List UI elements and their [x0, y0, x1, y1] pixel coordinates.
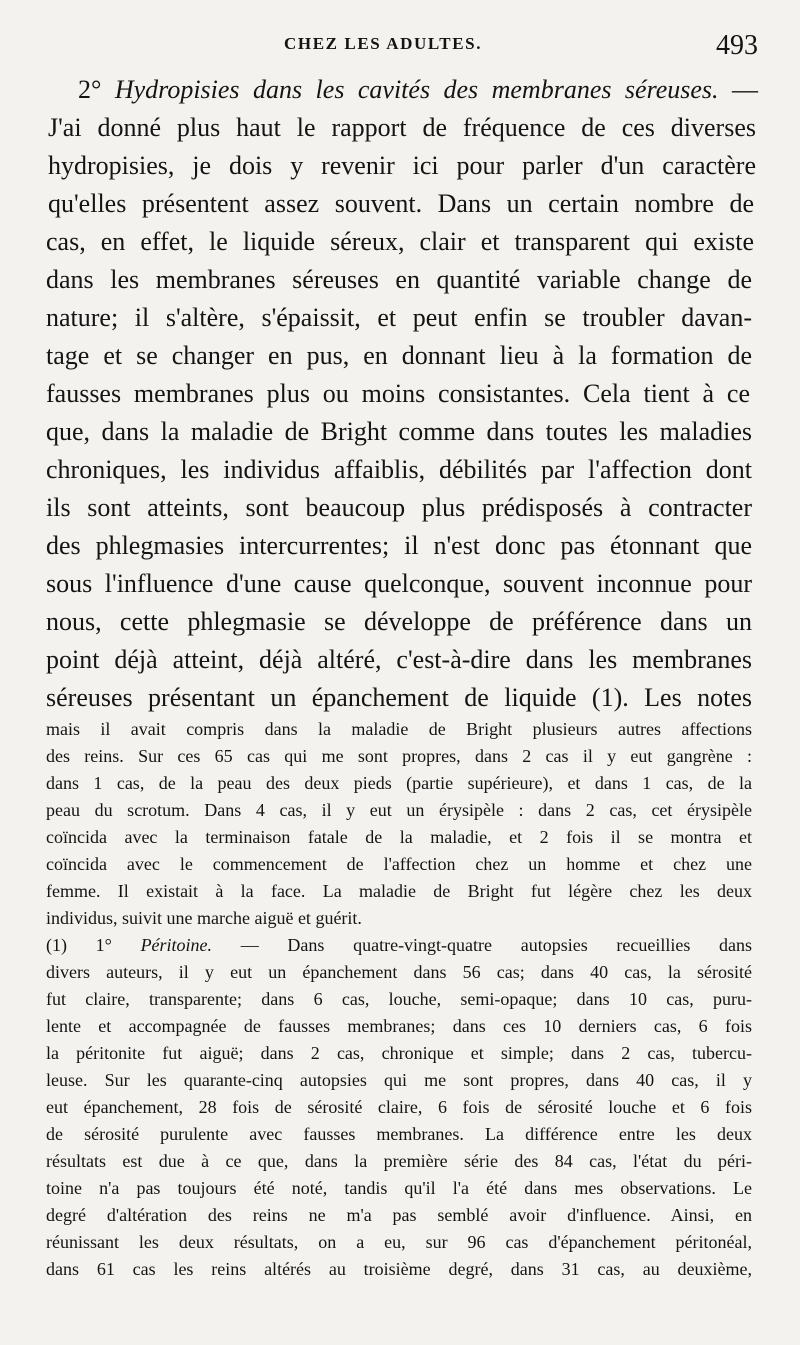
footnote-line: la péritonite fut aiguë; dans 2 cas, chronique et simple; dans 2 cas, tubercu-: [46, 1043, 752, 1063]
text-line: fausses membranes plus ou moins consistantes. Cela tient à ce: [46, 379, 750, 408]
text-line: chroniques, les individus affaiblis, débilités par l'affection dont: [46, 455, 752, 484]
footnote-line: dans 61 cas les reins altérés au troisième degré, dans 31 cas, au deuxième,: [46, 1259, 752, 1279]
text-line: tage et se changer en pus, en donnant lieu à la formation de: [46, 341, 752, 370]
page-number: 493: [716, 30, 758, 61]
footnote-line: peau du scrotum. Dans 4 cas, il y eut un érysipèle : dans 2 cas, cet érysipèle: [46, 800, 752, 820]
text-line: sous l'influence d'une cause quelconque, souvent inconnue pour: [46, 569, 752, 598]
text-line: [78, 70, 758, 110]
heading-dash: —: [732, 75, 759, 104]
page-header: [0, 30, 800, 68]
text-line: nature; il s'altère, s'épaissit, et peut enfin se troubler davan-: [46, 303, 752, 332]
footnote-line: lente et accompagnée de fausses membranes; dans ces 10 derniers cas, 6 fois: [46, 1016, 752, 1036]
text-line: cas, en effet, le liquide séreux, clair et transparent qui existe: [46, 227, 754, 256]
footnote-heading: Péritoine.: [140, 935, 213, 955]
footnote-marker: (1) 1°: [46, 935, 112, 955]
footnote-line: divers auteurs, il y eut un épanchement dans 56 cas; dans 40 cas, la sérosité: [46, 962, 752, 982]
footnote-line: toine n'a pas toujours été noté, tandis qu'il l'a été dans mes observations. Le: [46, 1178, 752, 1198]
footnote-line: de sérosité purulente avec fausses membranes. La différence entre les deux: [46, 1124, 752, 1144]
footnote-line: mais il avait compris dans la maladie de Bright plusieurs autres affections: [46, 719, 752, 739]
text-line: J'ai donné plus haut le rapport de fréquence de ces diverses: [48, 113, 756, 142]
text-line: des phlegmasies intercurrentes; il n'est donc pas étonnant que: [46, 531, 752, 560]
text-line: dans les membranes séreuses en quantité variable change de: [46, 265, 752, 294]
section-heading: Hydropisies dans les cavités des membranes séreuses.: [114, 75, 719, 104]
footnote-line: leuse. Sur les quarante-cinq autopsies qui me sont propres, dans 40 cas, il y: [46, 1070, 752, 1090]
footnote-line: réunissant les deux résultats, on a eu, sur 96 cas d'épanchement péritonéal,: [46, 1232, 752, 1252]
text-line: que, dans la maladie de Bright comme dans toutes les maladies: [46, 417, 752, 446]
footnote-line: femme. Il existait à la face. La maladie de Bright fut légère chez les deux: [46, 881, 752, 901]
footnote-first-text: — Dans quatre-vingt-quatre autopsies recueillies dans: [240, 935, 753, 955]
footnote-line: coïncida avec la terminaison fatale de la maladie, et 2 fois il se montra et: [46, 827, 752, 847]
footnote-line: coïncida avec le commencement de l'affection chez un homme et chez une: [46, 854, 752, 874]
footnote-line: fut claire, transparente; dans 6 cas, louche, semi-opaque; dans 10 cas, puru-: [46, 989, 752, 1009]
text-line: hydropisies, je dois y revenir ici pour parler d'un caractère: [48, 151, 756, 180]
footnote-1-first-line: [46, 932, 752, 959]
running-title: CHEZ LES ADULTES.: [284, 34, 483, 53]
footnote-line: eut épanchement, 28 fois de sérosité claire, 6 fois de sérosité louche et 6 fois: [46, 1097, 752, 1117]
text-line: qu'elles présentent assez souvent. Dans un certain nombre de: [48, 189, 754, 218]
footnote-line-last: individus, suivit une marche aiguë et guérit.: [46, 908, 362, 928]
footnote-line: résultats est due à ce que, dans la première série des 84 cas, l'état du péri-: [46, 1151, 752, 1171]
text-line: séreuses présentant un épanchement de liquide (1). Les notes: [46, 683, 752, 712]
footnote-line: dans 1 cas, de la peau des deux pieds (partie supérieure), et dans 1 cas, de la: [46, 773, 752, 793]
footnote-line: des reins. Sur ces 65 cas qui me sont propres, dans 2 cas il y eut gangrène :: [46, 746, 752, 766]
section-number: 2°: [78, 75, 102, 104]
footnote-line: degré d'altération des reins ne m'a pas semblé avoir d'influence. Ainsi, en: [46, 1205, 752, 1225]
text-line: nous, cette phlegmasie se développe de préférence dans un: [46, 607, 752, 636]
text-line: ils sont atteints, sont beaucoup plus prédisposés à contracter: [46, 493, 752, 522]
text-line: point déjà atteint, déjà altéré, c'est-à-dire dans les membranes: [46, 645, 752, 674]
